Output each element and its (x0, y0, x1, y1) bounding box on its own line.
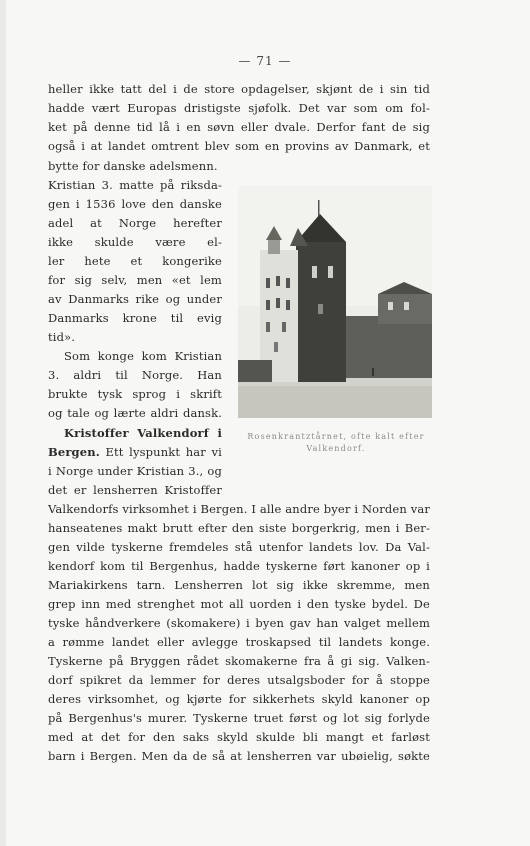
photo-caption: Valkendorf. (306, 444, 366, 453)
text-line: og tale og lærte aldri dansk. (48, 406, 222, 420)
text-span: Ett lyspunkt har vi (105, 445, 222, 459)
page-edge (0, 0, 6, 846)
text-line: dorf spikret da lemmer for deres utsalgsboder for å stoppe (48, 673, 430, 687)
text-line: Danmarks krone til evig (48, 311, 222, 325)
text-line: Kristian 3. matte på riksda- (48, 178, 222, 192)
text-line: hanseatenes makt brutt efter den siste borgerkrig, men i Ber- (48, 521, 430, 535)
text-line: Tyskerne på Bryggen rådet skomakerne fra å gi sig. Valken- (48, 654, 430, 668)
section-heading-cont: Bergen. (48, 445, 100, 459)
text-line: ler hete et kongerike (48, 254, 222, 268)
text-line: for sig selv, men «et lem (48, 273, 222, 287)
tower-illustration (238, 186, 432, 418)
text-line: på Bergenhus's murer. Tyskerne truet først og lot sig forlyde (48, 711, 430, 725)
text-line: gen i 1536 love den danske (48, 197, 222, 211)
text-line: bytte for danske adelsmenn. (48, 159, 218, 173)
text-line: kendorf kom til Bergenhus, hadde tyskerne ført kanoner op i (48, 559, 430, 573)
text-line: også i at landet omtrent blev som en provins av Danmark, et (48, 139, 430, 153)
page-number: — 71 — (238, 54, 292, 68)
text-line: gen vilde tyskerne fremdeles stå utenfor landets lov. Da Val- (48, 540, 430, 554)
text-line: adel at Norge herefter (48, 216, 222, 230)
text-line: av Danmarks rike og under (48, 292, 222, 306)
photo-caption: Rosenkrantztårnet, ofte kalt efter (247, 432, 425, 441)
text-line: Mariakirkens tarn. Lensherren lot sig ikke skremme, men (48, 578, 430, 592)
text-line (48, 443, 222, 461)
text-line: deres virksomhet, og kjørte for sikkerhets skyld kanoner op (48, 692, 430, 706)
text-line: med at det for den saks skyld skulde bli mangt et farløst (48, 730, 430, 744)
text-line: det er lensherren Kristoffer (48, 483, 222, 497)
text-line: i Norge under Kristian 3., og (48, 464, 222, 478)
text-line: barn i Bergen. Men da de så at lensherren var ubøielig, søkte (48, 749, 430, 763)
text-line: Som konge kom Kristian (64, 349, 222, 363)
text-line: grep inn med strenghet mot all uorden i den tyske bydel. De (48, 597, 430, 611)
text-line: tid». (48, 330, 76, 344)
section-heading: Kristoffer Valkendorf i (64, 426, 222, 440)
text-line: tyske håndverkere (skomakere) i byen gav han valget mellem (48, 616, 430, 630)
text-line: a rømme landet eller avlegge troskapsed til landets konge. (48, 635, 430, 649)
text-line: ikke skulde være el- (48, 235, 222, 249)
text-line: hadde vært Europas dristigste sjøfolk. Det var som om fol- (48, 101, 430, 115)
text-line: Valkendorfs virksomhet i Bergen. I alle andre byer i Norden var (48, 502, 431, 516)
tower-photo (238, 186, 432, 418)
text-line: brukte tysk sprog i skrift (48, 387, 222, 401)
text-line: heller ikke tatt del i de store opdagelser, skjønt de i sin tid (48, 82, 430, 96)
text-line: ket på denne tid lå i en søvn eller dvale. Derfor fant de sig (48, 120, 430, 134)
text-line: 3. aldri til Norge. Han (48, 368, 222, 382)
